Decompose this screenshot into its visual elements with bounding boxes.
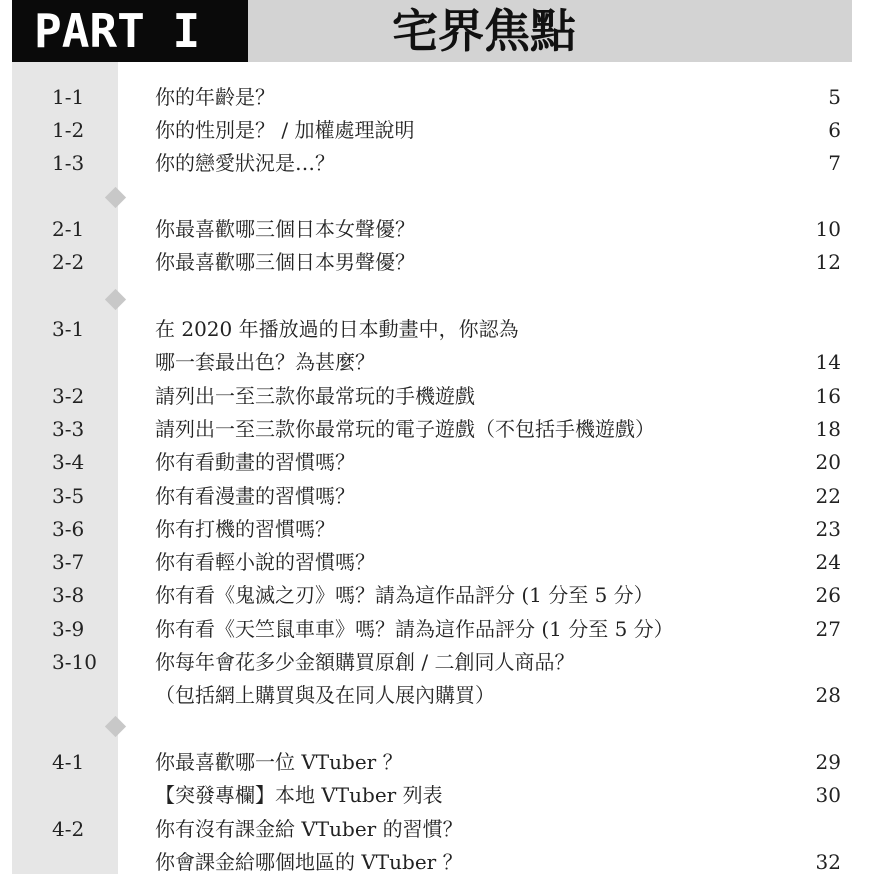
toc-number: 3-7 (52, 550, 85, 574)
toc-page: 30 (815, 783, 841, 807)
toc-number: 3-2 (52, 384, 85, 408)
part-header (12, 0, 852, 62)
toc-entry[interactable] (0, 114, 874, 147)
toc-title: （包括網上購買與及在同人展內購買） (155, 683, 495, 707)
toc-number: 3-8 (52, 583, 85, 607)
toc-entry[interactable] (0, 613, 874, 646)
toc-title: 你有看《鬼滅之刃》嗎？請為這作品評分 (1 分至 5 分） (155, 583, 654, 607)
toc-page: 27 (815, 617, 841, 641)
toc-page: 18 (815, 417, 841, 441)
toc-number: 3-4 (52, 450, 85, 474)
toc-entry[interactable] (0, 413, 874, 446)
toc-title: 在 2020 年播放過的日本動畫中，你認為 (155, 317, 519, 341)
toc-title: 你的戀愛狀況是…？ (155, 151, 335, 175)
toc-entry[interactable] (0, 313, 874, 346)
toc-entry-continued[interactable] (0, 346, 874, 379)
toc-title: 你最喜歡哪一位 VTuber ？ (155, 750, 403, 774)
toc-entry[interactable] (0, 813, 874, 846)
section-title: 宅界焦點 (392, 4, 576, 58)
toc-page: 14 (815, 350, 841, 374)
toc-page: 5 (828, 85, 841, 109)
toc-number: 3-1 (52, 317, 85, 341)
toc-number: 4-2 (52, 817, 85, 841)
toc-entry[interactable] (0, 779, 874, 812)
toc-title: 你有打機的習慣嗎？ (155, 517, 335, 541)
toc-title: 請列出一至三款你最常玩的電子遊戲（不包括手機遊戲） (155, 417, 655, 441)
toc-entry-continued[interactable] (0, 846, 874, 879)
toc-page: 6 (828, 118, 841, 142)
toc-entry[interactable] (0, 246, 874, 279)
toc-title: 你有看《天竺鼠車車》嗎？請為這作品評分 (1 分至 5 分） (155, 617, 674, 641)
toc-page: 23 (815, 517, 841, 541)
toc-page: 24 (815, 550, 841, 574)
toc-number: 3-6 (52, 517, 85, 541)
toc-page: 32 (815, 850, 841, 874)
toc-number: 3-10 (52, 650, 97, 674)
toc-number: 4-1 (52, 750, 85, 774)
toc-title: 你有看漫畫的習慣嗎？ (155, 484, 355, 508)
toc-number: 3-9 (52, 617, 85, 641)
toc-title: 你的性別是？ / 加權處理說明 (155, 118, 415, 142)
toc-entry[interactable] (0, 513, 874, 546)
toc-entry[interactable] (0, 213, 874, 246)
toc-number: 1-2 (52, 118, 85, 142)
toc-title: 你每年會花多少金額購買原創 / 二創同人商品？ (155, 650, 575, 674)
toc-entry-continued[interactable] (0, 679, 874, 712)
part-label: PART I (12, 0, 248, 62)
toc-entry[interactable] (0, 480, 874, 513)
toc-entry[interactable] (0, 446, 874, 479)
toc-title: 你有看動畫的習慣嗎？ (155, 450, 355, 474)
toc-title: 請列出一至三款你最常玩的手機遊戲 (155, 384, 475, 408)
toc-number: 2-2 (52, 250, 85, 274)
toc-title: 你有沒有課金給 VTuber 的習慣？ (155, 817, 463, 841)
toc-title: 你最喜歡哪三個日本男聲優？ (155, 250, 415, 274)
toc-page: 22 (815, 484, 841, 508)
toc-page: 20 (815, 450, 841, 474)
toc-number: 2-1 (52, 217, 85, 241)
toc-page: 16 (815, 384, 841, 408)
toc-entry[interactable] (0, 147, 874, 180)
toc-title: 哪一套最出色？為甚麼？ (155, 350, 375, 374)
toc-entry[interactable] (0, 81, 874, 114)
toc-entry[interactable] (0, 380, 874, 413)
toc-page: 7 (828, 151, 841, 175)
toc-entry[interactable] (0, 746, 874, 779)
toc-page: 12 (815, 250, 841, 274)
toc-page: 26 (815, 583, 841, 607)
toc-title: 你最喜歡哪三個日本女聲優？ (155, 217, 415, 241)
toc-entry[interactable] (0, 646, 874, 679)
toc-page: 29 (815, 750, 841, 774)
toc-title: 你的年齡是？ (155, 85, 275, 109)
toc-number: 3-5 (52, 484, 85, 508)
toc-entry[interactable] (0, 546, 874, 579)
toc-number: 1-3 (52, 151, 85, 175)
toc-number: 3-3 (52, 417, 85, 441)
toc-number: 1-1 (52, 85, 85, 109)
toc-page: 28 (815, 683, 841, 707)
toc-title: 【突發專欄】本地 VTuber 列表 (155, 783, 443, 807)
toc-title: 你會課金給哪個地區的 VTuber ？ (155, 850, 463, 874)
toc-page: 10 (815, 217, 841, 241)
toc-entry[interactable] (0, 579, 874, 612)
toc-title: 你有看輕小說的習慣嗎？ (155, 550, 375, 574)
